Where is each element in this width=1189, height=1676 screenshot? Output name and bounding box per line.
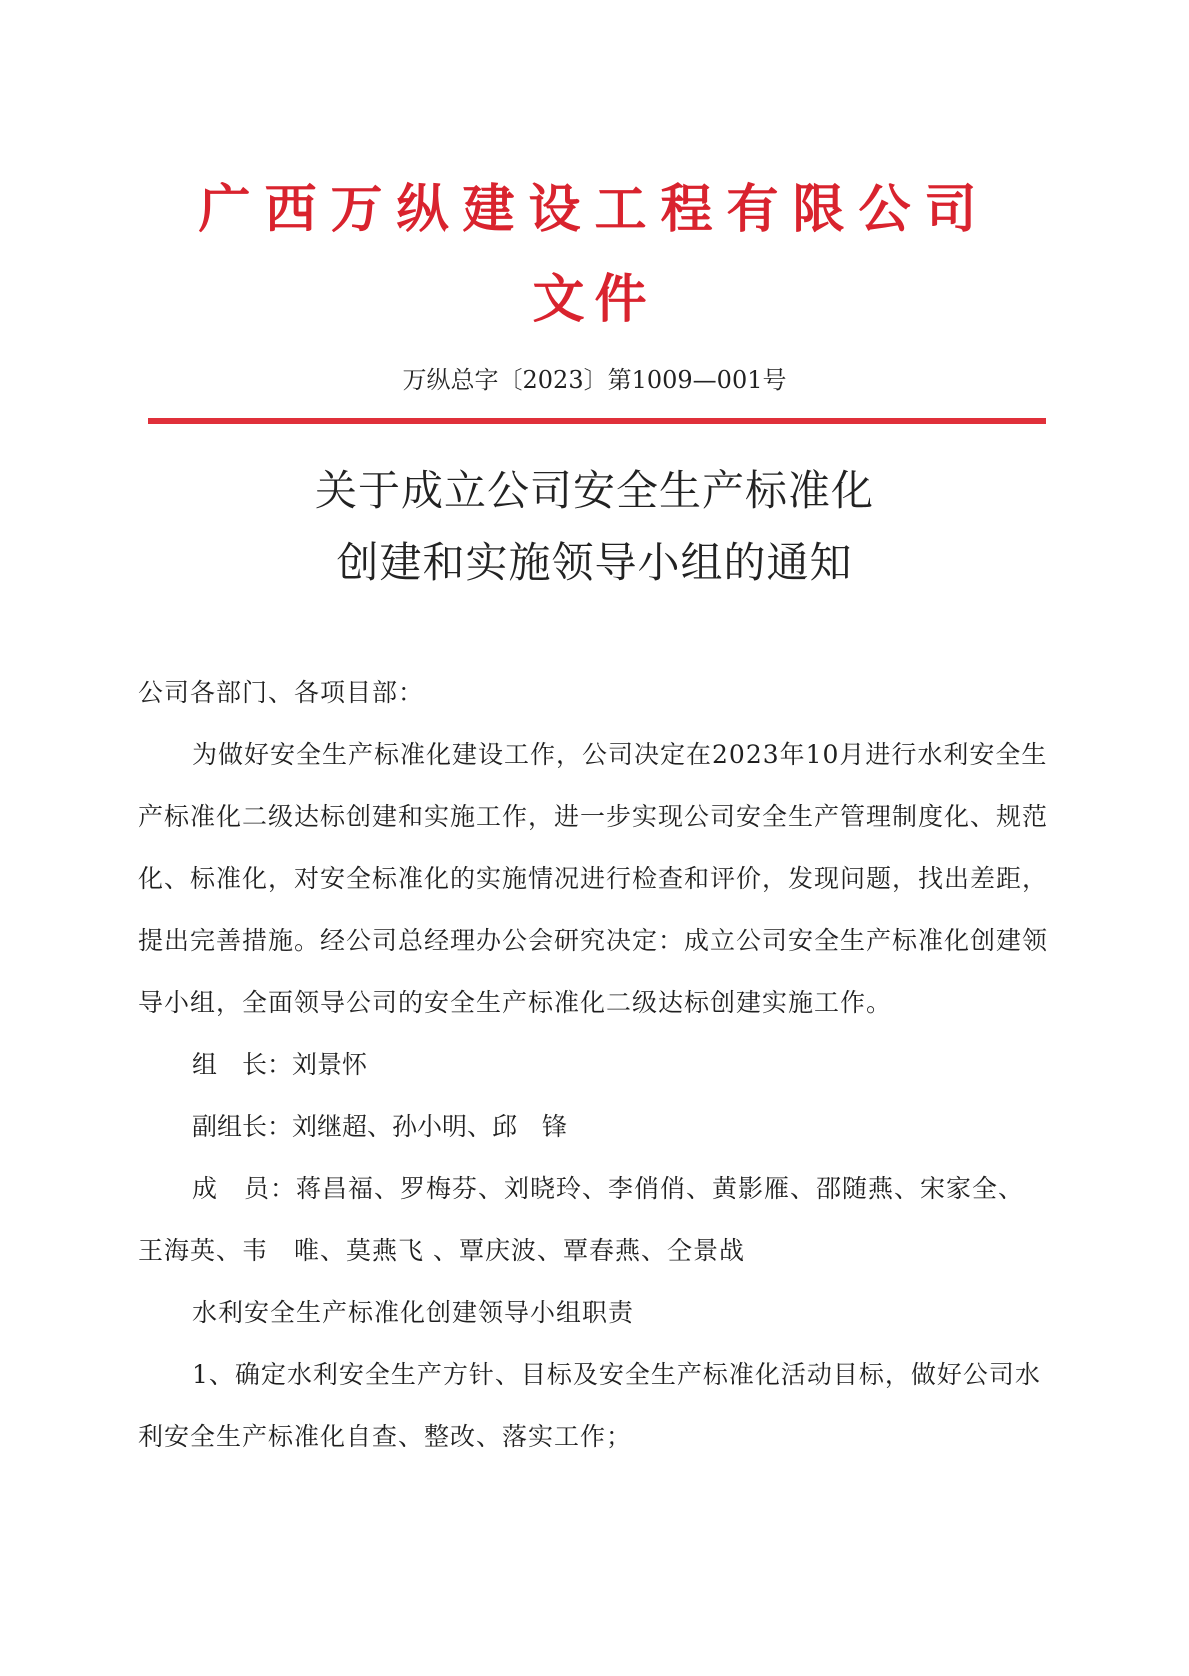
members-paragraph [138,1158,1048,1282]
deputy-label: 副组长： [192,1112,293,1141]
paragraph-1: 为做好安全生产标准化建设工作，公司决定在2023年10月进行水利安全生产标准化二级达标创建和实施工作，进一步实现公司安全生产管理制度化、规范化、标准化，对安全标准化的实施情况进行检查和评价，发现问题，找出差距，提出完善措施。经公司总经理办公会研究决定：成立公司安全生产标准化创建领导小组，全面领导公司的安全生产标准化二级达标创建实施工作。 [138,740,1049,1017]
leader-line [138,1034,1048,1096]
leader-name: 刘景怀 [292,1050,368,1079]
deputy-names: 刘继超、孙小明、邱 锋 [292,1112,568,1141]
title-line-1: 关于成立公司安全生产标准化 [314,466,874,515]
company-header: 广西万纵建设工程有限公司 [198,180,991,240]
notice-title [0,455,1189,599]
salutation: 公司各部门、各项目部： [138,678,425,707]
deputy-line [138,1096,1048,1158]
duties-heading: 水利安全生产标准化创建领导小组职责 [192,1298,635,1327]
member-names: 蒋昌福、罗梅芬、刘晓玲、李俏俏、黄影雁、邵随燕、宋家全、王海英、韦 唯、莫燕飞 、覃庆波、覃春燕、仝景战 [138,1174,1025,1265]
members-label: 成 员： [192,1174,297,1203]
duty-item-1: 1、确定水利安全生产方针、目标及安全生产标准化活动目标，做好公司水利安全生产标准化自查、整改、落实工作； [138,1360,1041,1451]
document-number: 万纵总字〔2023〕第1009—001号 [402,366,787,394]
document-type-header: 文件 [532,270,657,330]
title-line-2: 创建和实施领导小组的通知 [336,538,853,587]
leader-label: 组 长： [192,1050,293,1079]
notice-body [138,662,1048,1468]
red-divider-line [148,418,1046,424]
